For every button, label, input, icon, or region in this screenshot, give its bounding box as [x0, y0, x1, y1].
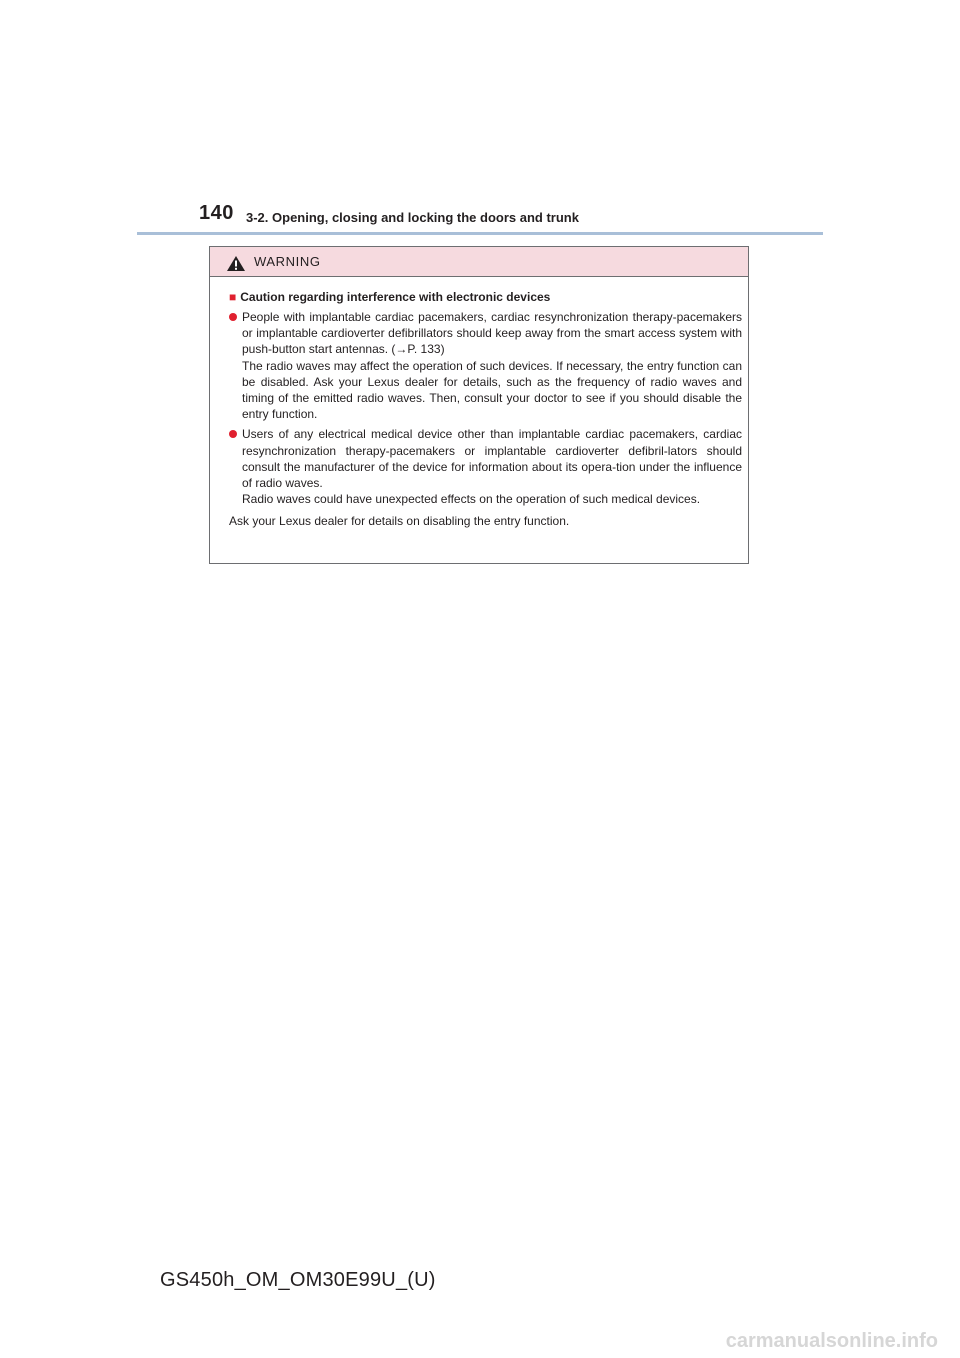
- bullet-dot-icon: [229, 313, 237, 321]
- section-title: 3-2. Opening, closing and locking the doors and trunk: [246, 210, 579, 225]
- paragraph: Radio waves could have unexpected effects on the operation of such medical devices.: [242, 492, 701, 507]
- warning-topic: [229, 289, 742, 305]
- list-item: [229, 309, 742, 422]
- page-number: 140: [199, 202, 234, 224]
- header-divider: [137, 232, 823, 235]
- warning-topic-text: Caution regarding interference with electronic devices: [240, 290, 551, 304]
- page-header: [0, 0, 960, 240]
- paragraph: People with implantable cardiac pacemakers, cardiac resynchronization therapy-pacemakers or implantable cardioverter defibrillators should keep away from the smart access system with push-button start antennas. (→P. 133): [242, 310, 742, 357]
- warning-header: [210, 247, 748, 277]
- warning-title: WARNING: [254, 254, 321, 269]
- paragraph: Users of any electrical medical device other than implantable cardiac pacemakers, cardiac resynchronization therapy-pacemakers or implantable cardioverter defibril-lators should consult the manufacturer of the device for information about its opera-tion under the influence of radio waves.: [242, 427, 742, 491]
- square-bullet-icon: ■: [229, 290, 237, 304]
- warning-triangle-icon: [226, 255, 246, 272]
- watermark: carmanualsonline.info: [725, 1330, 938, 1352]
- paragraph: The radio waves may affect the operation of such devices. If necessary, the entry function can be disabled. Ask your Lexus dealer for details, such as the frequency of radio waves and timing of the emitted radio waves. Then, consult your doctor to see if you should disable the entry function.: [242, 358, 742, 422]
- manual-code: GS450h_OM_OM30E99U_(U): [160, 1269, 436, 1291]
- warning-box: [209, 246, 749, 564]
- closing-note: Ask your Lexus dealer for details on disabling the entry function.: [229, 514, 570, 529]
- warning-body: [210, 277, 748, 529]
- bullet-dot-icon: [229, 430, 237, 438]
- list-item: [229, 426, 742, 507]
